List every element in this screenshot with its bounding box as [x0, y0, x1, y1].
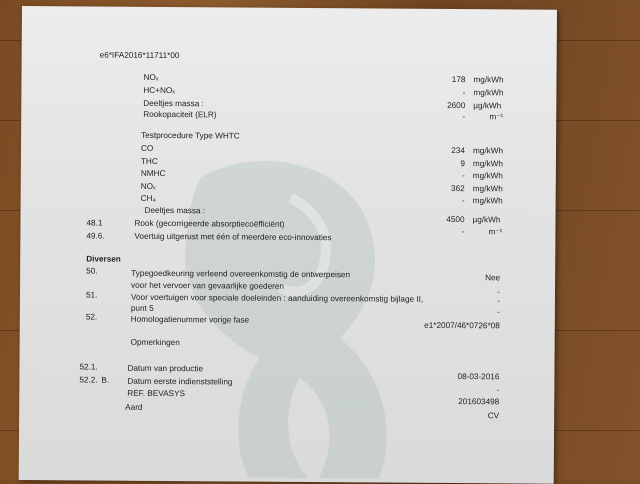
- item-label: Homologatienummer vorige fase: [130, 314, 250, 325]
- item-value: -: [497, 296, 500, 306]
- emission-value: 178: [451, 75, 466, 85]
- item-sub: B.: [101, 375, 110, 385]
- whtc-label: NMHC: [140, 168, 166, 179]
- item-value: -: [497, 287, 501, 297]
- whtc-value: 362: [451, 183, 465, 194]
- section-heading-diversen: Diversen: [86, 254, 121, 264]
- emission-unit: mg/kWh: [473, 88, 504, 98]
- emission-unit: m⁻¹: [489, 112, 504, 122]
- lion-watermark-icon: [139, 137, 441, 483]
- item-unit: m⁻¹: [488, 227, 503, 237]
- aard-value: CV: [487, 411, 500, 421]
- aard-label: Aard: [125, 402, 143, 412]
- emission-value: 2600: [447, 100, 466, 111]
- approval-number: e6*IFA2016*11711*00: [99, 50, 180, 61]
- item-number: 52.1.: [79, 362, 98, 372]
- whtc-unit: mg/kWh: [472, 196, 503, 206]
- item-number: 51.: [85, 290, 98, 300]
- item-number: 50.: [86, 266, 98, 276]
- emission-unit: µg/kWh: [473, 101, 502, 111]
- whtc-label: THC: [140, 156, 158, 166]
- emission-unit: mg/kWh: [473, 75, 504, 85]
- whtc-unit: µg/kWh: [472, 215, 501, 225]
- item-label: Datum eerste indienststelling: [127, 376, 233, 387]
- document-page: [19, 6, 557, 484]
- emission-label: Deeltjes massa :: [143, 98, 204, 109]
- emission-label: NOₓ: [143, 72, 159, 82]
- whtc-unit: mg/kWh: [472, 171, 503, 181]
- whtc-value: 9: [460, 159, 465, 169]
- ref-label: REF. BEVASYS: [127, 388, 185, 399]
- ref-value: 201603498: [458, 397, 500, 407]
- item-number: 48.1: [86, 218, 103, 228]
- whtc-value: 4500: [446, 214, 465, 225]
- whtc-value: -: [461, 196, 465, 206]
- remarks-label: Opmerkingen: [130, 337, 180, 348]
- whtc-value: -: [462, 171, 465, 181]
- item-number: 49.6.: [86, 231, 105, 241]
- whtc-label: NOₓ: [140, 181, 156, 191]
- item-label: Voertuig uitgerust met één of meerdere eco-innovaties: [134, 231, 332, 243]
- whtc-unit: mg/kWh: [472, 146, 504, 156]
- emission-value: -: [462, 88, 466, 98]
- emission-label: HC+NOₓ: [143, 85, 176, 96]
- item-value: e1*2007/46*0726*08: [424, 320, 500, 331]
- emission-value: -: [462, 112, 466, 122]
- item-label: punt 5: [130, 303, 154, 313]
- item-number: 52.: [85, 312, 98, 322]
- item-value: -: [496, 385, 500, 395]
- whtc-unit: mg/kWh: [472, 184, 503, 194]
- item-number: 52.2.: [79, 375, 98, 385]
- whtc-value: 234: [451, 146, 466, 156]
- item-value: -: [497, 307, 500, 317]
- whtc-unit: mg/kWh: [472, 159, 503, 169]
- whtc-heading: Testprocedure Type WHTC: [141, 130, 240, 141]
- item-label: Voor voertuigen voor speciale doeleinden : aanduiding overeenkomstig bijlage II,: [130, 292, 424, 304]
- item-value: -: [461, 227, 465, 237]
- emission-label: Rookopaciteit (ELR): [143, 109, 217, 120]
- item-label: Typegoedkeuring verleend overeenkomstig de ontwerpeisen: [131, 268, 351, 280]
- item-value: Nee: [485, 273, 501, 283]
- item-label: Rook (gecorrigeerde absorptiecoëfficiënt): [134, 218, 285, 229]
- whtc-label: CH₄: [140, 193, 156, 203]
- item-label: Datum van productie: [127, 363, 204, 374]
- whtc-label: CO: [140, 143, 154, 153]
- whtc-label: Deeltjes massa :: [144, 205, 206, 216]
- item-value: 08-03-2016: [457, 372, 500, 382]
- item-label: voor het vervoer van gevaarlijke goederen: [131, 280, 285, 291]
